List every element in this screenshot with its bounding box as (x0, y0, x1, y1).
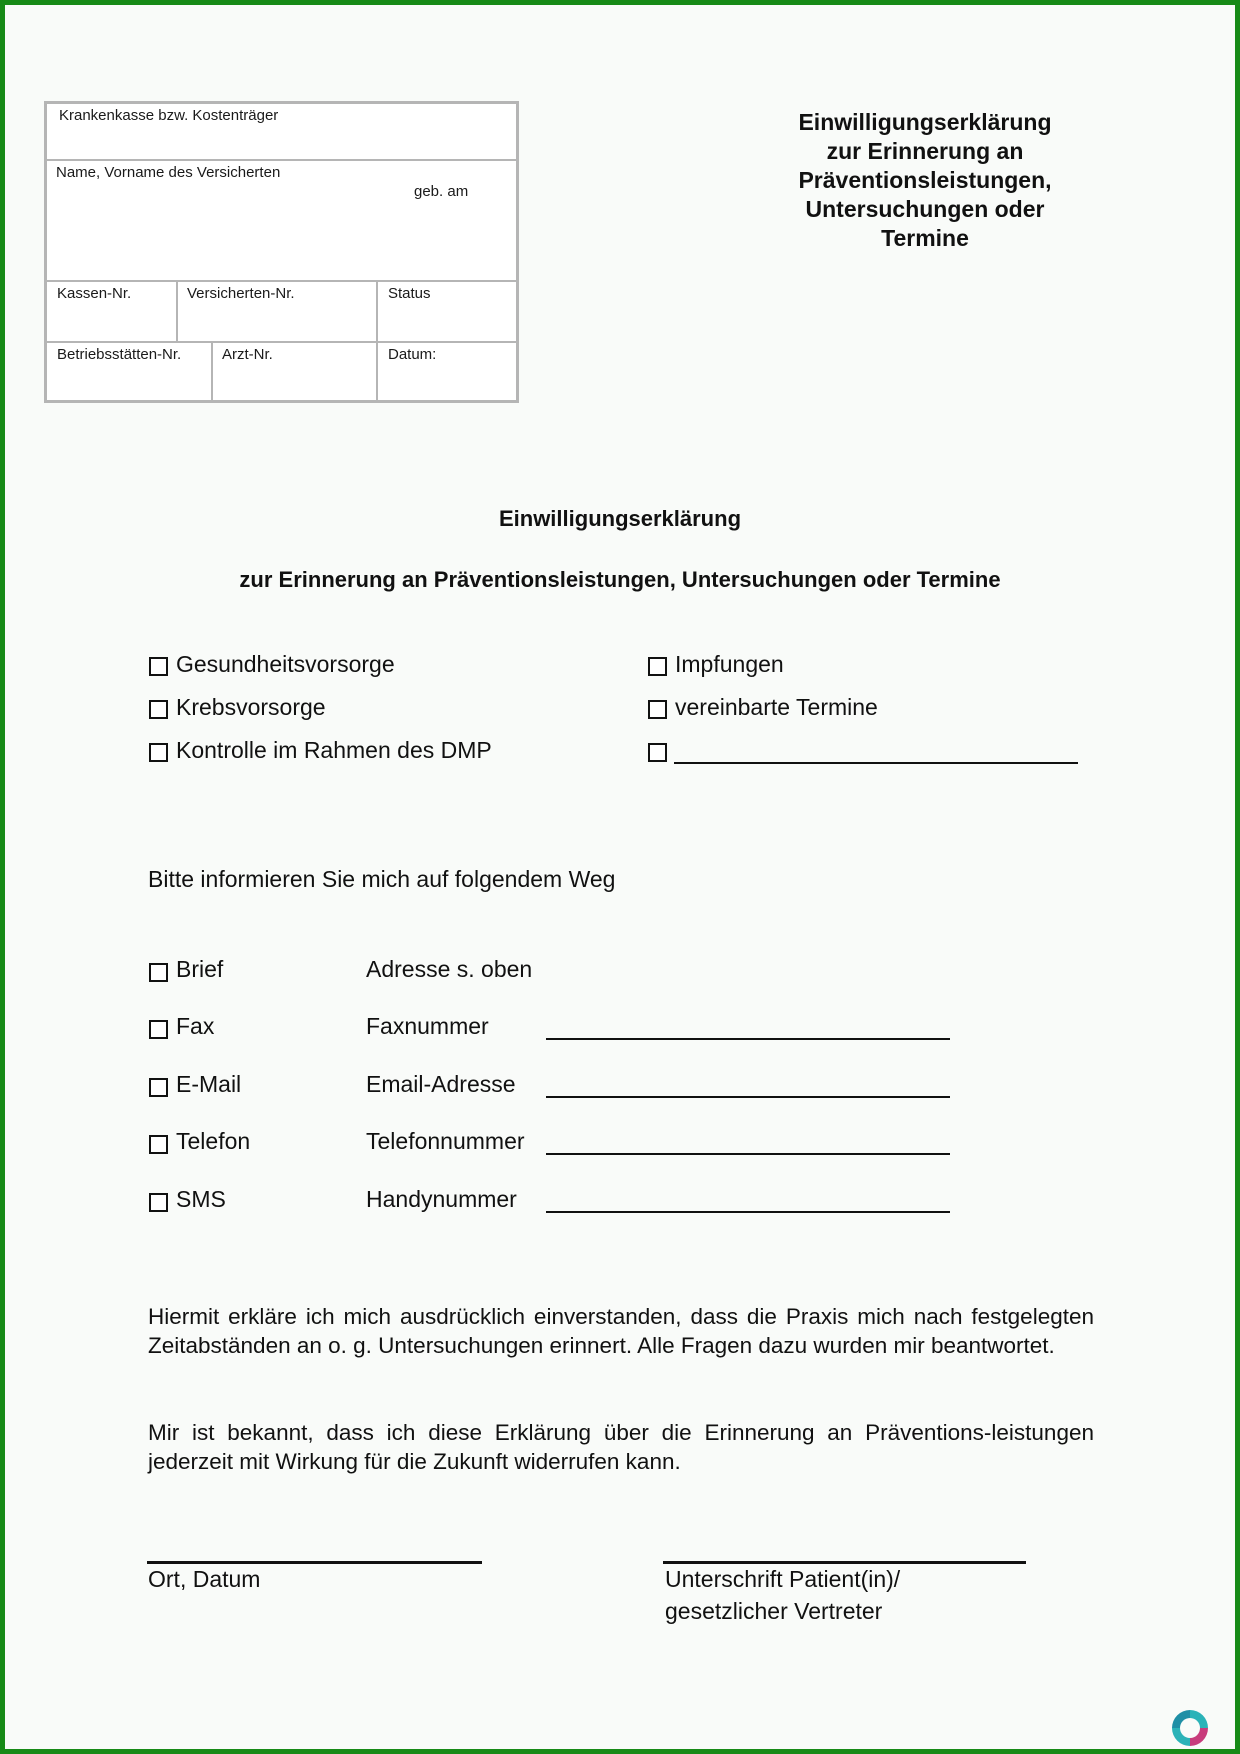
versicherten-nr-label: Versicherten-Nr. (187, 285, 295, 302)
checkbox-other[interactable] (648, 743, 667, 762)
contact-field-label: Faxnummer (366, 1013, 489, 1039)
header-title (760, 108, 1090, 253)
fax-number-fill-line[interactable] (546, 1038, 950, 1040)
status-label: Status (388, 285, 431, 302)
place-date-label: Ort, Datum (148, 1566, 261, 1592)
header-title-line: Termine (881, 225, 969, 251)
checkbox-sms[interactable] (149, 1193, 168, 1212)
insurance-form-box (44, 101, 519, 403)
form-divider (211, 341, 213, 400)
page-title: Einwilligungserklärung (498, 506, 742, 531)
checkbox-telefon[interactable] (149, 1135, 168, 1154)
header-title-line: Präventionsleistungen, (798, 167, 1052, 193)
form-divider (47, 341, 516, 343)
form-divider (176, 280, 178, 341)
insurer-label: Krankenkasse bzw. Kostenträger (59, 107, 279, 124)
revocation-paragraph: Mir ist bekannt, dass ich diese Erklärung über die Erinnerung an Präventions-leistungen jederzeit mit Wirkung für die Zukunft widerrufen kann. (148, 1420, 1094, 1474)
form-divider (47, 280, 516, 282)
kassen-nr-label: Kassen-Nr. (57, 285, 132, 302)
contact-field-label: Telefonnummer (366, 1128, 525, 1154)
checkbox-impfungen[interactable] (648, 657, 667, 676)
checkbox-krebsvorsorge[interactable] (149, 700, 168, 719)
email-fill-line[interactable] (546, 1096, 950, 1098)
consent-paragraph: Hiermit erkläre ich mich ausdrücklich einverstanden, dass die Praxis mich nach festgelegten Zeitabständen an o. g. Untersuchungen erinnert. Alle Fragen dazu wurden mir beantwortet. (148, 1304, 1094, 1358)
signature-line[interactable] (663, 1561, 1026, 1564)
checkbox-vereinbarte-termine[interactable] (648, 700, 667, 719)
dob-label: geb. am (414, 183, 469, 200)
contact-method-label: SMS (176, 1186, 226, 1212)
contact-field-label: Adresse s. oben (366, 956, 533, 982)
checkbox-fax[interactable] (149, 1020, 168, 1039)
insured-name-label: Name, Vorname des Versicherten (56, 164, 281, 181)
mobile-fill-line[interactable] (546, 1211, 950, 1213)
betriebsstaetten-nr-label: Betriebsstätten-Nr. (57, 346, 182, 363)
phone-fill-line[interactable] (546, 1153, 950, 1155)
checkbox-email[interactable] (149, 1078, 168, 1097)
arzt-nr-label: Arzt-Nr. (222, 346, 273, 363)
checkbox-gesundheitsvorsorge[interactable] (149, 657, 168, 676)
option-label: Krebsvorsorge (176, 694, 326, 720)
option-label: Kontrolle im Rahmen des DMP (176, 737, 492, 763)
checkbox-dmp[interactable] (149, 743, 168, 762)
contact-method-label: E-Mail (176, 1071, 242, 1097)
header-title-line: Einwilligungserklärung (798, 109, 1052, 135)
logo-icon (1168, 1706, 1212, 1750)
datum-label: Datum: (388, 346, 437, 363)
header-title-line: Untersuchungen oder (805, 196, 1045, 222)
place-date-line[interactable] (147, 1561, 482, 1564)
option-label: Impfungen (675, 651, 784, 677)
form-divider (376, 280, 378, 400)
page-subtitle: zur Erinnerung an Präventionsleistungen, Untersuchungen oder Termine (239, 567, 1001, 592)
contact-method-label: Fax (176, 1013, 215, 1039)
contact-field-label: Email-Adresse (366, 1071, 516, 1097)
option-label: Gesundheitsvorsorge (176, 651, 395, 677)
form-divider (47, 159, 516, 161)
signature-label: gesetzlicher Vertreter (665, 1598, 883, 1624)
checkbox-brief[interactable] (149, 963, 168, 982)
signature-label: Unterschrift Patient(in)/ (665, 1566, 901, 1592)
contact-method-label: Brief (176, 956, 224, 982)
header-title-line: zur Erinnerung an (826, 138, 1024, 164)
contact-field-label: Handynummer (366, 1186, 517, 1212)
option-label: vereinbarte Termine (675, 694, 878, 720)
other-option-fill-line[interactable] (674, 762, 1078, 764)
contact-prompt: Bitte informieren Sie mich auf folgendem Weg (148, 866, 616, 892)
contact-method-label: Telefon (176, 1128, 251, 1154)
